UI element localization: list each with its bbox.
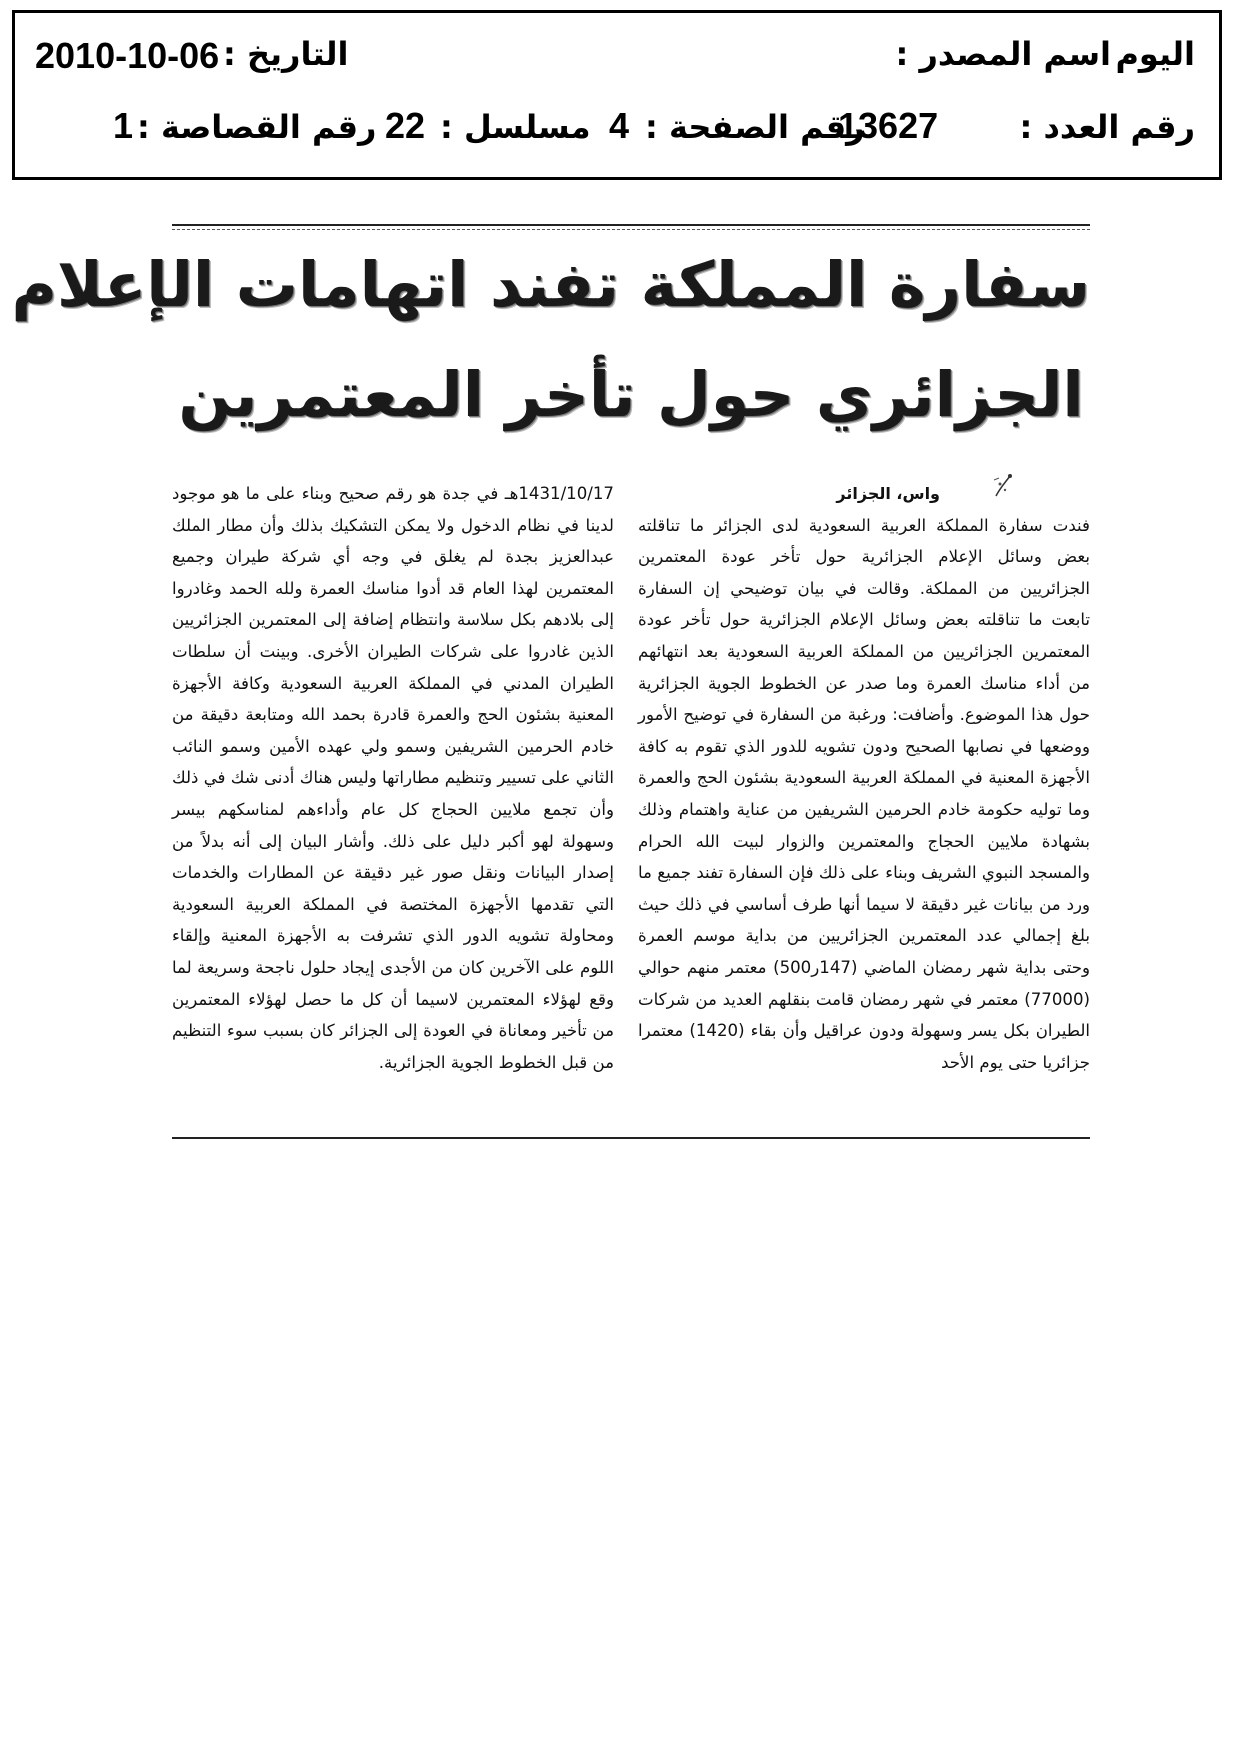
page-value: 4	[609, 105, 630, 146]
issue-value: 13627	[838, 105, 939, 146]
byline: واس، الجزائر	[836, 484, 940, 503]
clip-value: 1	[113, 105, 134, 146]
issue-label: رقم العدد :	[1019, 108, 1195, 146]
date-value: 2010-10-06	[35, 35, 220, 76]
date-label: التاريخ :	[223, 35, 349, 73]
clipping-header-box	[12, 10, 1222, 180]
clip-label: رقم القصاصة :	[137, 108, 377, 146]
page-label: رقم الصفحة :	[645, 108, 865, 146]
serial-label: مسلسل :	[440, 108, 591, 146]
bottom-rule	[172, 1137, 1090, 1139]
top-rule-dashed	[172, 229, 1090, 230]
source-label: اسم المصدر :	[895, 35, 1111, 73]
headline-line-2: الجزائري حول تأخر المعتمرين	[178, 358, 1084, 431]
article-column-right	[638, 478, 1090, 1078]
top-rule	[172, 224, 1090, 226]
serial-value: 22	[385, 105, 426, 146]
source-value: اليوم	[1115, 35, 1195, 73]
article-column-left	[172, 478, 614, 1078]
article-body-right: فندت سفارة المملكة العربية السعودية لدى الجزائر ما تناقلته بعض وسائل الإعلام الجزائرية حول تأخر عودة المعتمرين الجزائريين من المملكة. وقالت في بيان توضيحي إن السفارة تابعت ما تناقلته بعض وسائل الإعلام الجزائرية حول تأخر عودة المعتمرين الجزائريين من المملكة العربية السعودية بعد انتهائهم من أداء مناسك العمرة وما صدر عن الخطوط الجوية الجزائرية حول هذا الموضوع. وأضافت: ورغبة من السفارة في توضيح الأمور ووضعها في نصابها الصحيح ودون تشويه للدور الذي تقوم به كافة الأجهزة المعنية في المملكة العربية السعودية بشئون الحج والعمرة وما توليه حكومة خادم الحرمين الشريفين من عناية واهتمام وذلك بشهادة ملايين الحجاج والمعتمرين والزوار لبيت الله الحرام والمسجد النبوي الشريف وبناء على ذلك فإن السفارة تفند جميع ما ورد من بيانات غير دقيقة لا سيما أنها طرف أساسي في ذلك حيث بلغ إجمالي عدد المعتمرين الجزائريين من بداية موسم العمرة وحتى بداية شهر رمضان الماضي (147ر500) معتمر منهم حوالي (77000) معتمر في شهر رمضان قامت بنقلهم العديد من شركات الطيران بكل يسر وسهولة ودون عراقيل وأن بقاء (1420) معتمرا جزائريا حتى يوم الأحد	[638, 515, 1090, 1072]
headline-line-1: سفارة المملكة تفند اتهامات الإعلام	[11, 248, 1090, 321]
article-body-left: 1431/10/17هـ في جدة هو رقم صحيح وبناء على ما هو موجود لدينا في نظام الدخول ولا يمكن التشكيك بذلك وأن مطار الملك عبدالعزيز بجدة لم يغلق في وجه أي شركة طيران وجميع المعتمرين لهذا العام قد أدوا مناسك العمرة ولله الحمد وغادروا إلى بلادهم بكل سلاسة وانتظام إضافة إلى المعتمرين الجزائريين الذين غادروا على شركات الطيران الأخرى. وبينت أن سلطات الطيران المدني في المملكة العربية السعودية وكافة الأجهزة المعنية بشئون الحج والعمرة قادرة بحمد الله ومتابعة دقيقة من خادم الحرمين الشريفين وسمو ولي عهده الأمين وسمو النائب الثاني على تسيير وتنظيم مطاراتها وليس هناك أدنى شك في ذلك وأن تجمع ملايين الحجاج كل عام وأداءهم لمناسكهم بيسر وسهولة لهو أكبر دليل على ذلك. وأشار البيان إلى أنه بدلاً من إصدار البيانات ونقل صور غير دقيقة عن المطارات والخدمات التي تقدمها الأجهزة المختصة في المملكة العربية السعودية ومحاولة تشويه الدور الذي تشرفت به الأجهزة المعنية وإلقاء اللوم على الآخرين كان من الأجدى إيجاد حلول ناجحة وسريعة لما وقع لهؤلاء المعتمرين لاسيما أن كل ما حصل لهؤلاء المعتمرين من تأخير ومعاناة في العودة إلى الجزائر كان بسبب سوء التنظيم من قبل الخطوط الجوية الجزائرية.	[172, 484, 614, 1072]
